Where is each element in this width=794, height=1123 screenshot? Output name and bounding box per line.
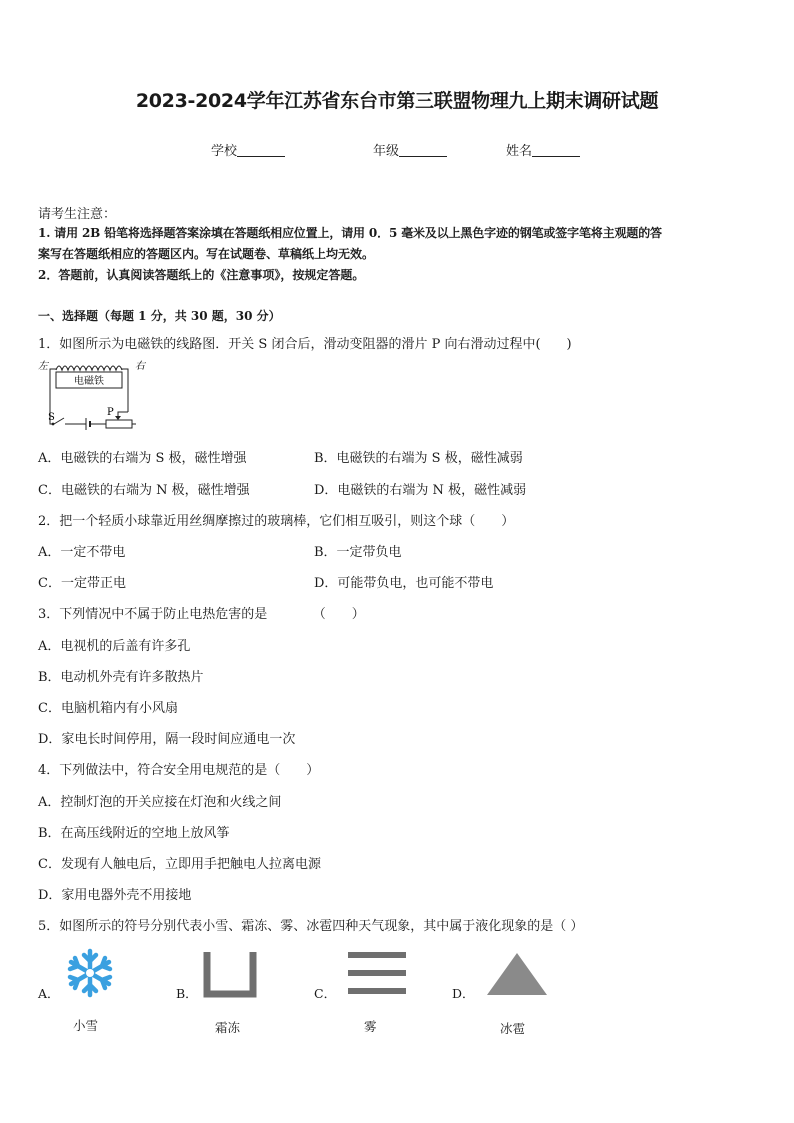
q5-option-b-caption: 霜冻 — [215, 1020, 241, 1035]
wire-right — [122, 369, 128, 412]
grade-blank — [399, 143, 447, 157]
school-label: 学校 — [211, 144, 238, 159]
question-2-stem: 2．把一个轻质小球靠近用丝绸摩擦过的玻璃棒，它们相互吸引，则这个球（ ） — [38, 514, 515, 529]
left-label: 左 — [38, 361, 48, 372]
notice-item1-line1: 1. 请用 2B 铅笔将选择题答案涂填在答题纸相应位置上，请用 0．5 毫米及以上黑色字迹的钢笔或签字笔将主观题的答 — [38, 226, 662, 240]
fog-icon — [346, 950, 408, 998]
slider-arrow — [115, 416, 121, 420]
q5-option-b-letter: B． — [176, 986, 198, 1001]
q2-option-a: A．一定不带电 — [38, 545, 126, 560]
q3-option-d: D．家电长时间停用，隔一段时间应通电一次 — [38, 732, 296, 747]
right-label: 右 — [135, 361, 145, 372]
notice-heading: 请考生注意： — [38, 207, 117, 222]
q5-option-c-caption: 雾 — [364, 1019, 377, 1034]
grade-label: 年级 — [373, 144, 400, 159]
q5-option-d-letter: D． — [452, 986, 475, 1001]
q2-option-b: B．一定带负电 — [314, 545, 402, 560]
page-title: 2023-2024学年江苏省东台市第三联盟物理九上期末调研试题 — [135, 90, 659, 112]
q3-option-b: B．电动机外壳有许多散热片 — [38, 670, 204, 685]
school-blank — [237, 143, 285, 157]
coil — [56, 366, 122, 370]
q2-option-c: C．一定带正电 — [38, 576, 126, 591]
q4-option-b: B．在高压线附近的空地上放风筝 — [38, 826, 230, 841]
notice-item1-line2: 案写在答题纸相应的答题区内。写在试题卷、草稿纸上均无效。 — [38, 247, 375, 261]
q5-option-d-caption: 冰雹 — [500, 1021, 526, 1036]
frost-icon — [203, 948, 257, 998]
question-1-stem: 1．如图所示为电磁铁的线路图．开关 S 闭合后，滑动变阻器的滑片 P 向右滑动过程中( ) — [38, 337, 572, 352]
switch-blade — [54, 418, 64, 424]
hail-icon — [484, 950, 550, 998]
core-label: 电磁铁 — [74, 376, 104, 387]
q5-option-a-letter: A． — [38, 986, 60, 1001]
name-field — [506, 140, 580, 159]
q1-option-d: D．电磁铁的右端为 N 极，磁性减弱 — [314, 483, 527, 498]
electromagnet-circuit-diagram — [34, 356, 154, 438]
rheostat — [106, 420, 132, 428]
question-4-stem: 4．下列做法中，符合安全用电规范的是（ ） — [38, 763, 320, 778]
q1-option-c: C．电磁铁的右端为 N 极，磁性增强 — [38, 483, 250, 498]
slider-label: P — [107, 407, 114, 418]
name-label: 姓名 — [506, 144, 533, 159]
name-blank — [532, 143, 580, 157]
q3-option-c: C．电脑机箱内有小风扇 — [38, 701, 178, 716]
question-3-stem: 3．下列情况中不属于防止电热危害的是 （ ） — [38, 607, 365, 622]
q1-option-a: A．电磁铁的右端为 S 极，磁性增强 — [38, 451, 247, 466]
section-heading: 一、选择题（每题 1 分，共 30 题，30 分） — [38, 309, 281, 323]
question-5-stem: 5．如图所示的符号分别代表小雪、霜冻、雾、冰雹四种天气现象，其中属于液化现象的是（ ） — [38, 919, 584, 934]
q4-option-d: D．家用电器外壳不用接地 — [38, 888, 192, 903]
notice-item2: 2．答题前，认真阅读答题纸上的《注意事项》，按规定答题。 — [38, 268, 365, 282]
q5-option-a-caption: 小雪 — [73, 1018, 99, 1033]
q3-option-a: A．电视机的后盖有许多孔 — [38, 639, 191, 654]
snowflake-icon — [64, 947, 116, 999]
switch-contact — [52, 423, 55, 426]
q4-option-a: A．控制灯泡的开关应接在灯泡和火线之间 — [38, 795, 282, 810]
school-field — [211, 140, 285, 159]
grade-field — [373, 140, 447, 159]
q5-option-c-letter: C． — [314, 986, 337, 1001]
q2-option-d: D．可能带负电，也可能不带电 — [314, 576, 494, 591]
switch-label: S — [48, 412, 55, 423]
q4-option-c: C．发现有人触电后，立即用手把触电人拉离电源 — [38, 857, 321, 872]
q1-option-b: B．电磁铁的右端为 S 极，磁性减弱 — [314, 451, 523, 466]
